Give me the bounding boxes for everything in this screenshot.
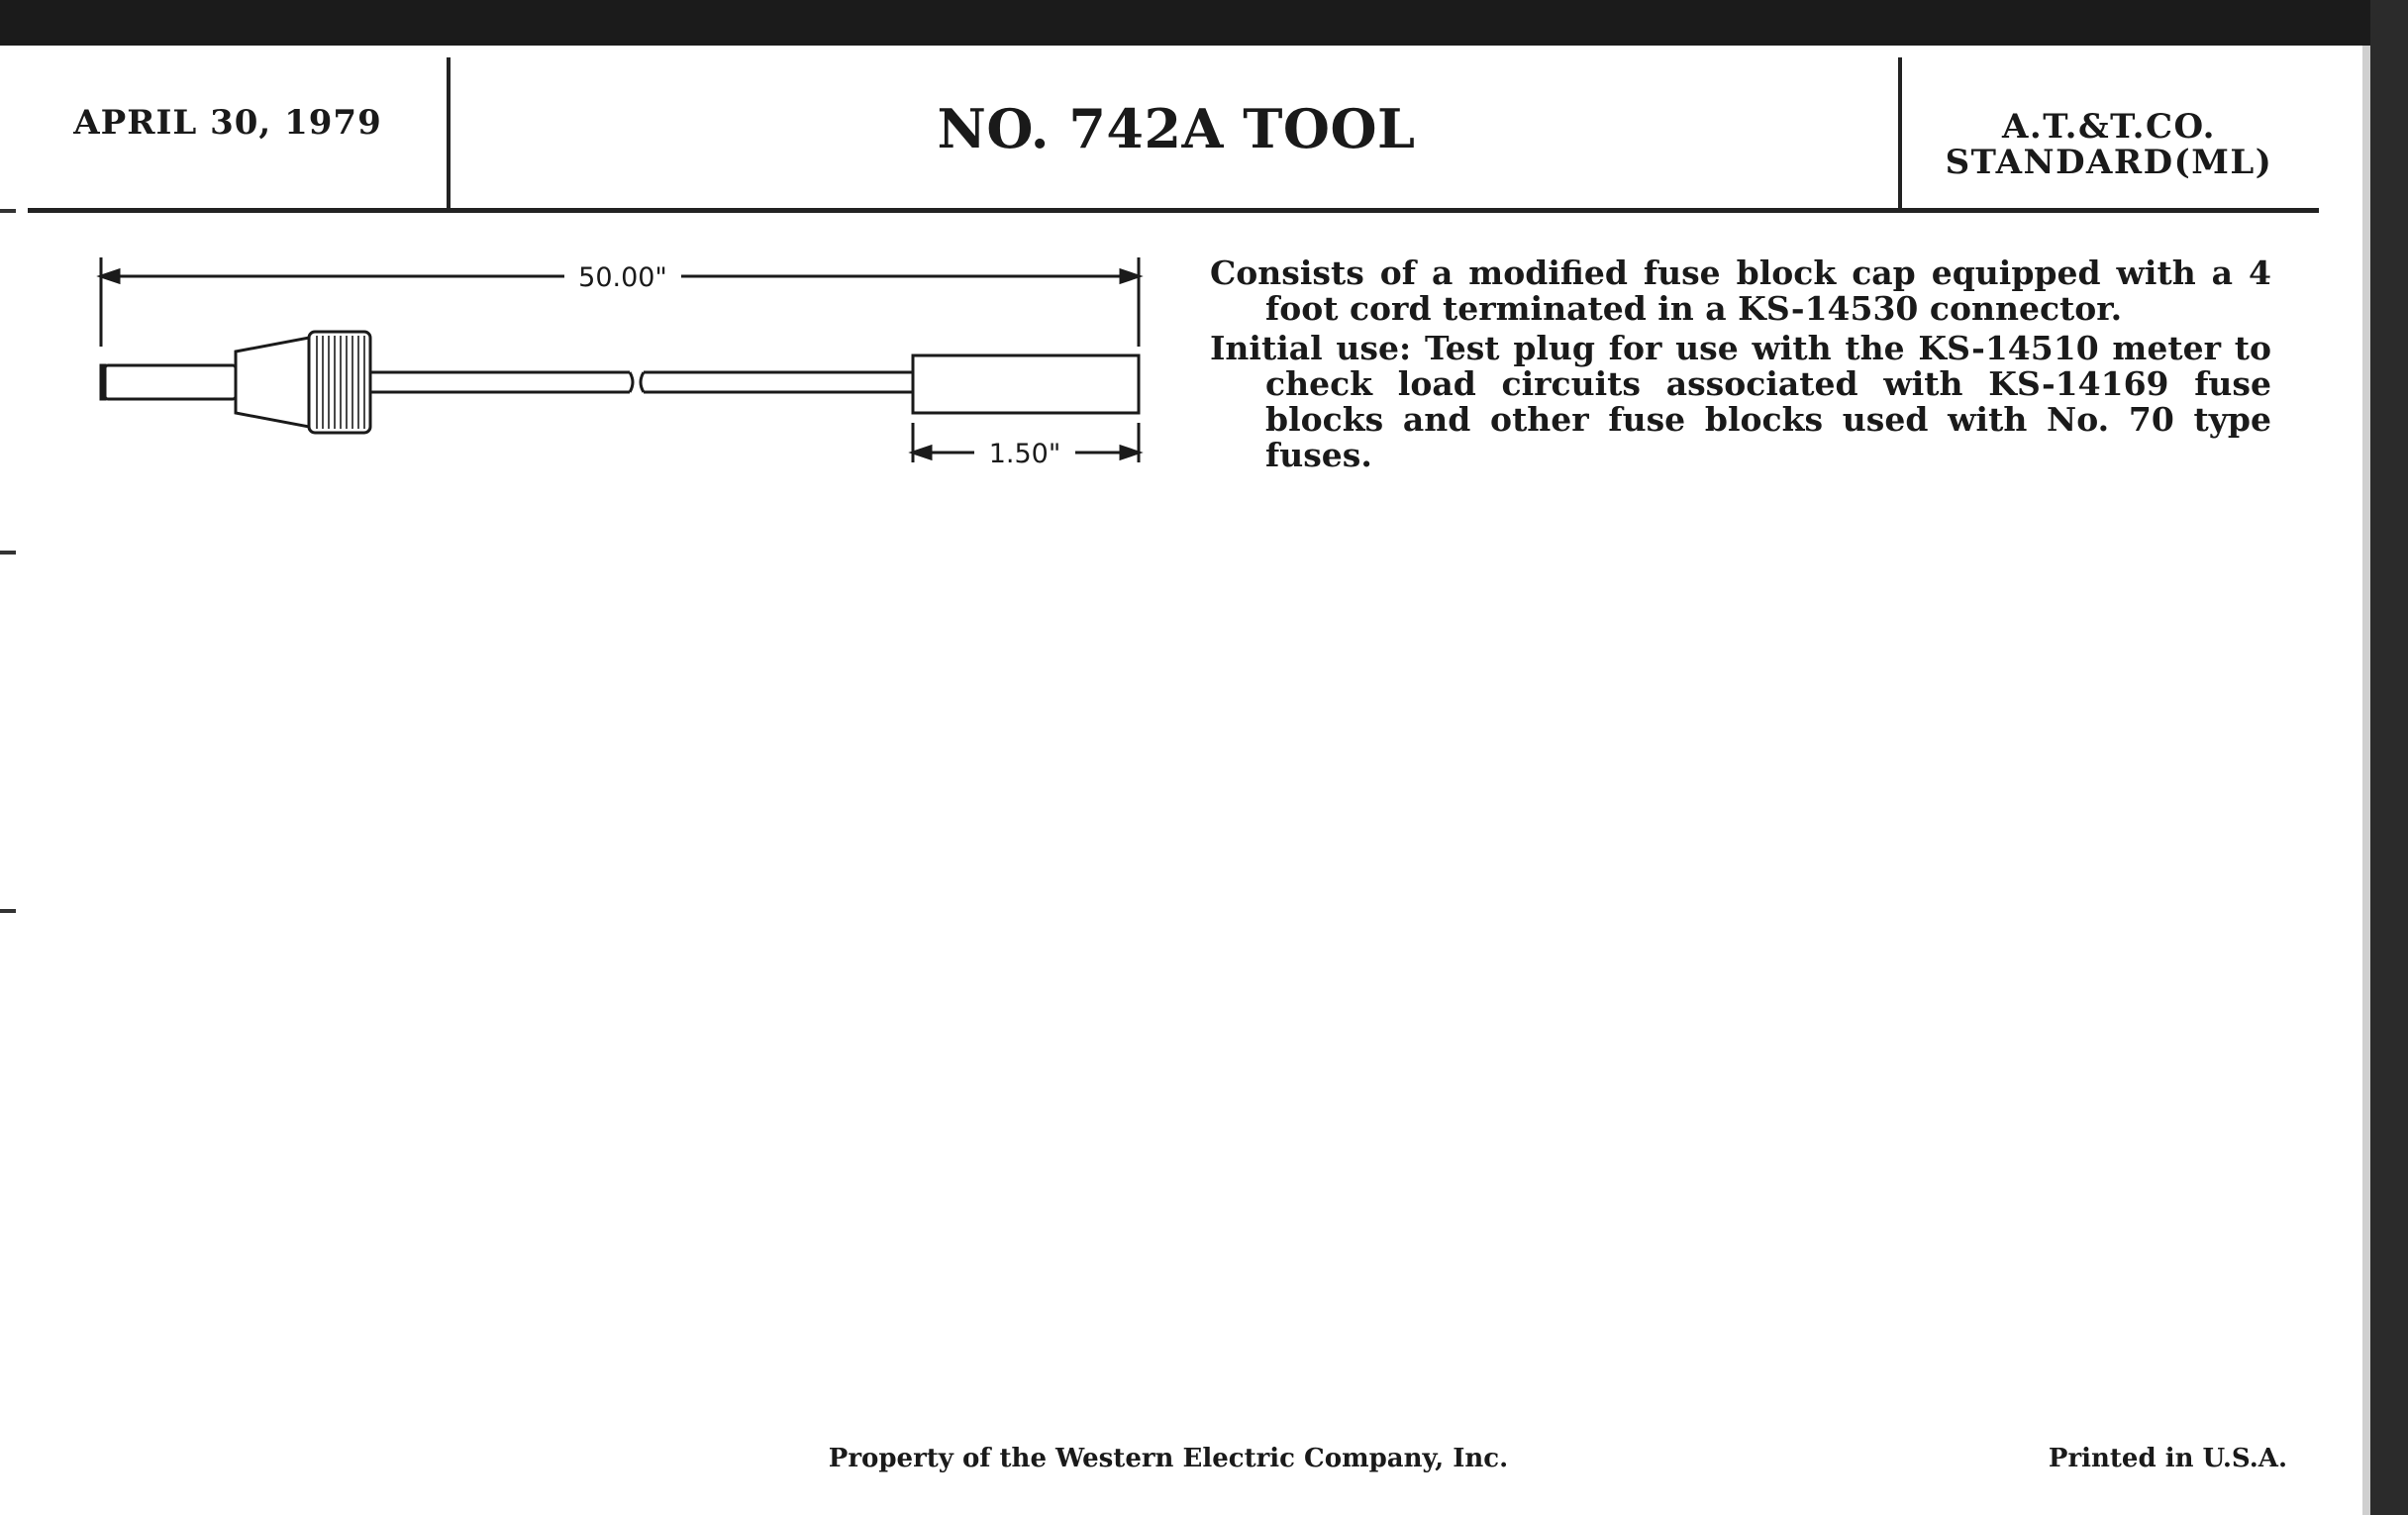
- margin-tick: [0, 909, 16, 913]
- margin-tick: [0, 209, 16, 213]
- overall-length-label: 50.00": [578, 262, 667, 293]
- fuse-cap-body: [236, 338, 309, 427]
- standard-line-2: STANDARD(ML): [1945, 143, 2273, 182]
- ks-14530-connector: [913, 355, 1139, 413]
- scan-border-top: [0, 0, 2408, 46]
- cord-break-right: [641, 372, 644, 392]
- standard-line-1: A.T.&T.CO.: [2002, 107, 2216, 147]
- plug-tip: [105, 365, 236, 399]
- arrow-head: [101, 270, 119, 282]
- standard-block: [1911, 109, 2307, 180]
- description-paragraph: Initial use: Test plug for use with the KS-14510 meter to check load circuits associated with KS-14169 fuse blocks and other fuse blocks used with No. 70 type fuses.: [1210, 329, 2271, 474]
- issue-date: APRIL 30, 1979: [73, 103, 382, 143]
- cord-break-left: [630, 372, 633, 392]
- tool-drawing: [89, 252, 1158, 480]
- scan-border-right-edge: [2362, 46, 2370, 1515]
- header-divider-left: [447, 57, 451, 209]
- margin-tick: [0, 551, 16, 555]
- arrow-head: [1121, 447, 1139, 458]
- arrow-head: [1121, 270, 1139, 282]
- connector-length-label: 1.50": [988, 439, 1061, 469]
- description: [1210, 255, 2271, 477]
- page-title: NO. 742A TOOL: [937, 97, 1416, 160]
- printed-notice: Printed in U.S.A.: [2048, 1444, 2287, 1473]
- description-paragraph: Consists of a modified fuse block cap equipped with a 4 foot cord terminated in a KS-14530 connector.: [1210, 253, 2271, 328]
- header-rule: [28, 208, 2319, 213]
- knurled-cap: [309, 332, 370, 433]
- arrow-head: [913, 447, 931, 458]
- scan-border-right: [2370, 0, 2408, 1515]
- property-notice: Property of the Western Electric Company, Inc.: [828, 1444, 1509, 1473]
- header-divider-right: [1898, 57, 1902, 209]
